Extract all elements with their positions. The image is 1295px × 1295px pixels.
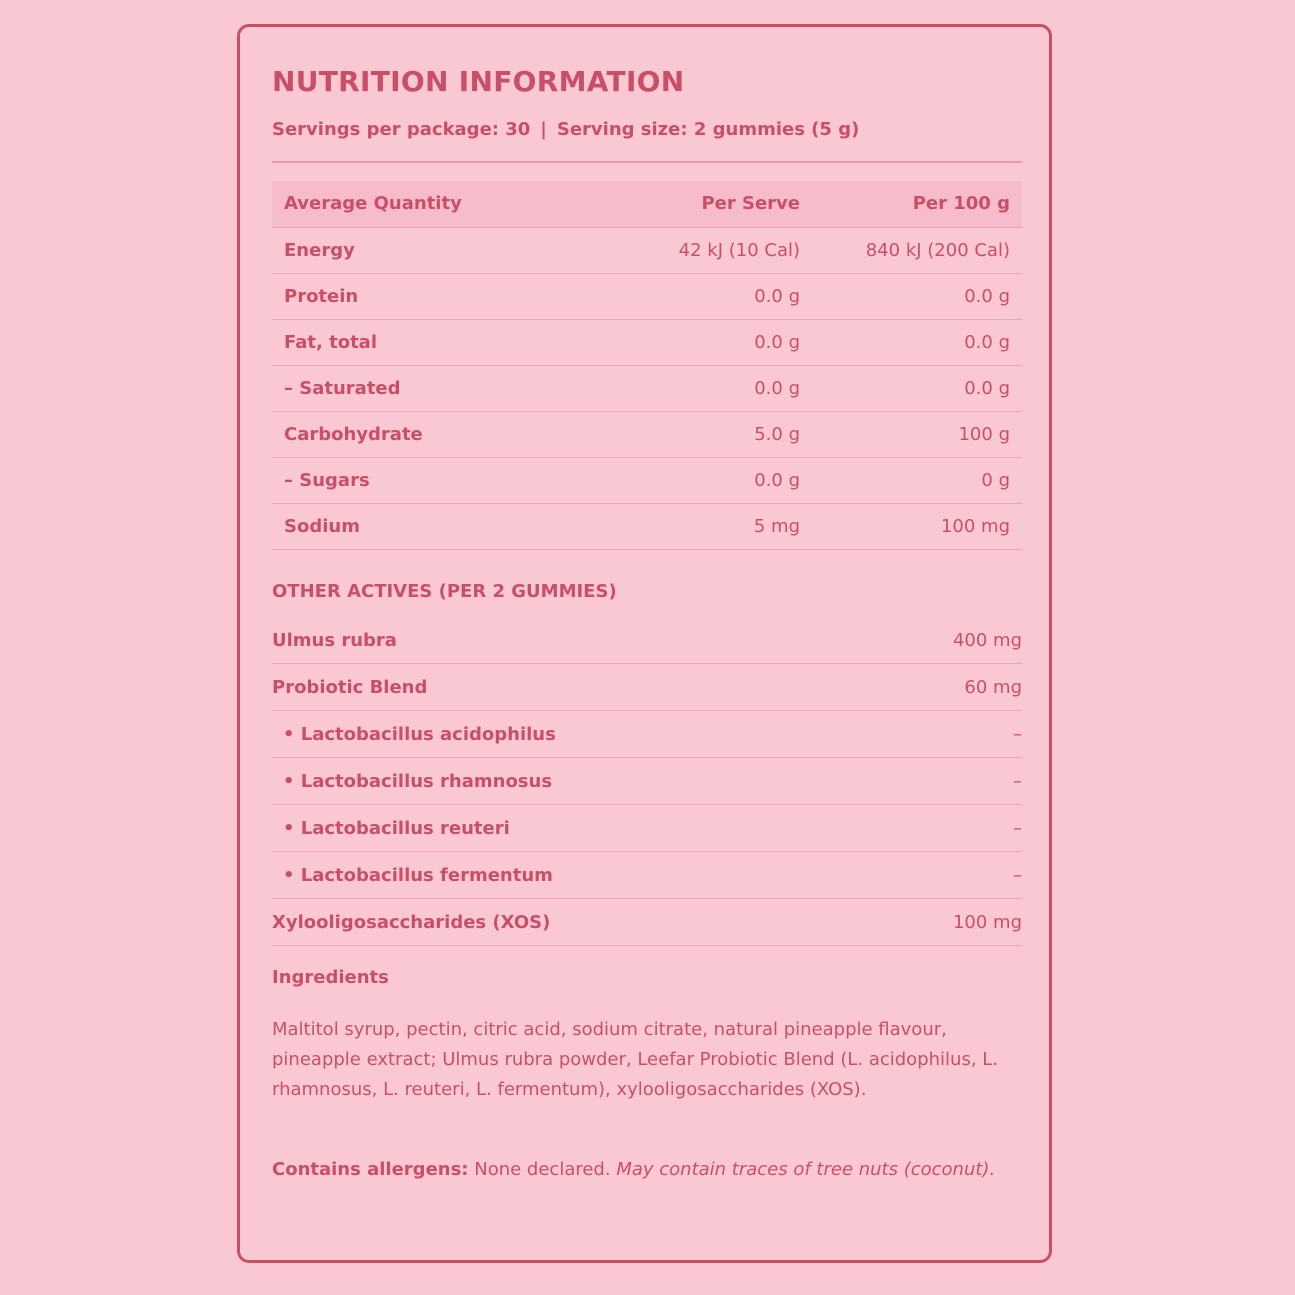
serving-info (272, 119, 859, 140)
header-average-quantity: Average Quantity (272, 181, 612, 227)
row-per-serve: 0.0 g (612, 365, 812, 411)
row-label: Protein (272, 273, 612, 319)
nutrition-table (272, 181, 1022, 550)
active-value: 60 mg (964, 676, 1022, 698)
serving-size: Serving size: 2 gummies (5 g) (556, 119, 860, 140)
active-name: Xylooligosaccharides (XOS) (272, 911, 551, 933)
active-value: 100 mg (952, 911, 1022, 933)
list-item (272, 711, 1022, 758)
active-value: 400 mg (952, 629, 1022, 651)
allergens-statement (272, 1155, 1017, 1185)
active-name: • Lactobacillus acidophilus (283, 723, 556, 745)
header-per-100g: Per 100 g (812, 181, 1022, 227)
row-per-100g: 100 mg (812, 503, 1022, 549)
table-row (272, 319, 1022, 365)
active-value: – (1013, 770, 1022, 792)
list-item (272, 805, 1022, 852)
list-item (272, 852, 1022, 899)
nutrition-panel (237, 24, 1052, 1263)
active-name: • Lactobacillus reuteri (283, 817, 510, 839)
row-per-100g: 840 kJ (200 Cal) (812, 227, 1022, 273)
row-label: Fat, total (272, 319, 612, 365)
active-name: • Lactobacillus rhamnosus (283, 770, 553, 792)
header-per-serve: Per Serve (612, 181, 812, 227)
section-divider (272, 161, 1022, 163)
allergens-traces: May contain traces of tree nuts (coconut). (616, 1159, 996, 1180)
list-item (272, 758, 1022, 805)
row-per-serve: 0.0 g (612, 319, 812, 365)
active-name: • Lactobacillus fermentum (283, 864, 553, 886)
servings-per-package: Servings per package: 30 (272, 119, 531, 140)
row-per-serve: 42 kJ (10 Cal) (612, 227, 812, 273)
other-actives-list (272, 617, 1022, 946)
list-item (272, 664, 1022, 711)
row-per-serve: 0.0 g (612, 457, 812, 503)
row-per-100g: 0.0 g (812, 365, 1022, 411)
table-row (272, 273, 1022, 319)
page-title: NUTRITION INFORMATION (272, 65, 685, 98)
active-name: Ulmus rubra (272, 629, 397, 651)
row-per-100g: 100 g (812, 411, 1022, 457)
active-value: – (1013, 817, 1022, 839)
nutrition-table-header (272, 181, 1022, 227)
table-row (272, 411, 1022, 457)
serving-separator: | (540, 119, 547, 140)
row-per-100g: 0.0 g (812, 319, 1022, 365)
row-per-serve: 5 mg (612, 503, 812, 549)
row-label: Sodium (272, 503, 612, 549)
ingredients-text: Maltitol syrup, pectin, citric acid, sodium citrate, natural pineapple flavour, pineapple extract; Ulmus rubra powder, Leefar Probiotic Blend (L. acidophilus, L. rhamnosus, L. reuteri, L. fermentum), xylooligosaccharides (XOS). (272, 1019, 999, 1100)
row-per-serve: 0.0 g (612, 273, 812, 319)
ingredients-title: Ingredients (272, 967, 389, 988)
row-per-100g: 0.0 g (812, 273, 1022, 319)
active-value: – (1013, 723, 1022, 745)
allergens-declared: None declared. (474, 1159, 611, 1180)
table-row (272, 365, 1022, 411)
table-row (272, 227, 1022, 273)
row-per-100g: 0 g (812, 457, 1022, 503)
row-label: – Sugars (272, 457, 612, 503)
row-label: – Saturated (272, 365, 612, 411)
table-row (272, 457, 1022, 503)
row-label: Energy (272, 227, 612, 273)
list-item (272, 617, 1022, 664)
other-actives-title: OTHER ACTIVES (PER 2 GUMMIES) (272, 581, 617, 602)
active-value: – (1013, 864, 1022, 886)
active-name: Probiotic Blend (272, 676, 428, 698)
row-label: Carbohydrate (272, 411, 612, 457)
list-item (272, 899, 1022, 946)
row-per-serve: 5.0 g (612, 411, 812, 457)
table-row (272, 503, 1022, 549)
allergens-label: Contains allergens: (272, 1159, 469, 1180)
